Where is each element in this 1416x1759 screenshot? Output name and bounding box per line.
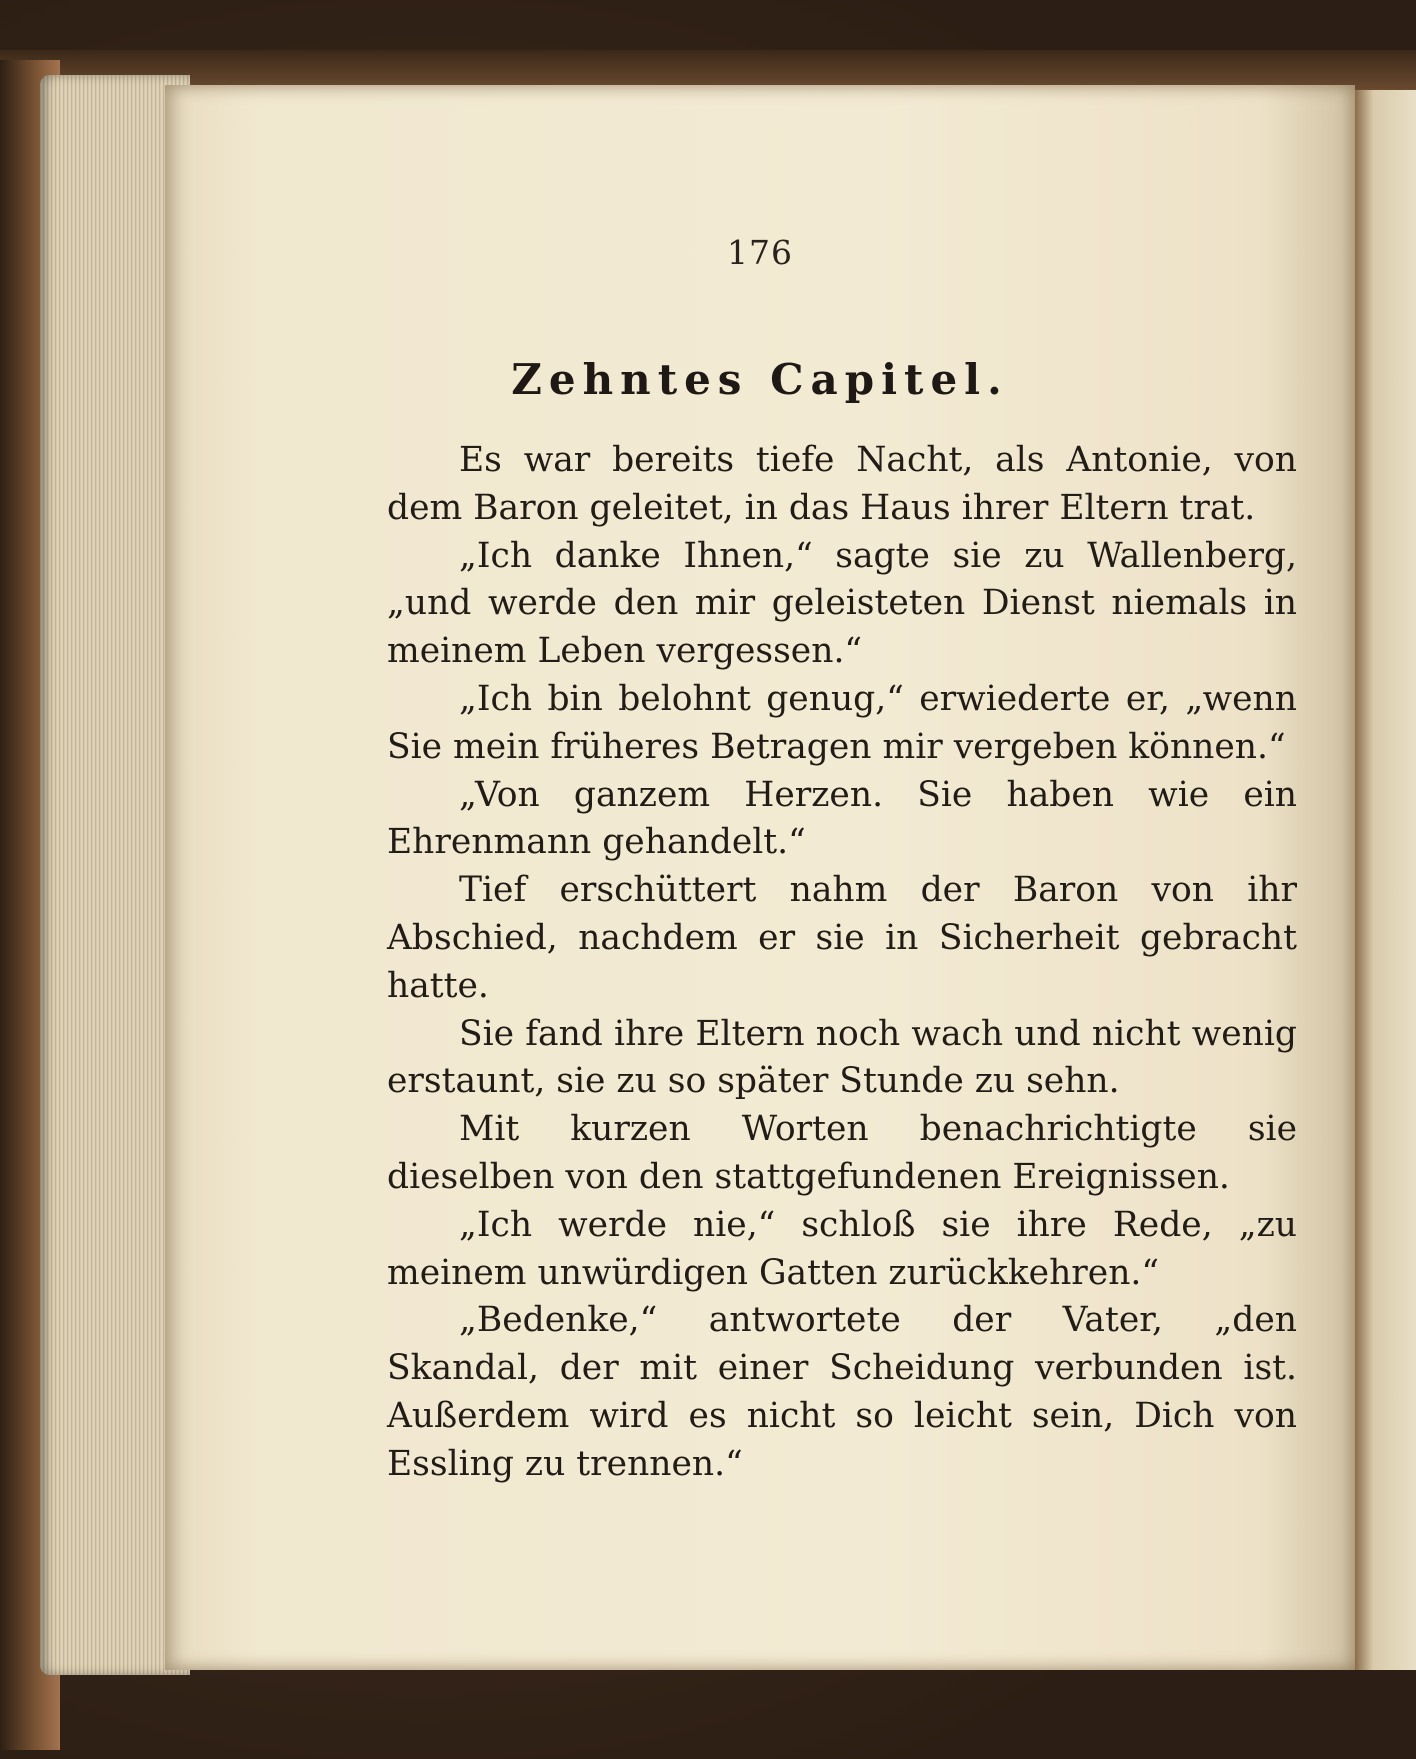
facing-page-edge	[1355, 90, 1416, 1670]
chapter-title: Zehntes Capitel.	[511, 355, 1009, 404]
paragraph: „Bedenke,“ antwortete der Vater, „den Skandal, der mit einer Scheidung verbunden ist. Außerdem wird es nicht so leicht sein, Dich von Essling zu trennen.“	[387, 1300, 1297, 1484]
paragraph: Es war bereits tiefe Nacht, als Antonie, von dem Baron geleitet, in das Haus ihrer Eltern trat.	[387, 440, 1297, 528]
paragraph: „Ich bin belohnt genug,“ erwiederte er, „wenn Sie mein früheres Betragen mir vergeben können.“	[387, 678, 1297, 767]
paragraph: „Ich werde nie,“ schloß sie ihre Rede, „zu meinem unwürdigen Gatten zurückkehren.“	[387, 1204, 1297, 1293]
page-number: 176	[727, 233, 793, 272]
paragraph: Sie fand ihre Eltern noch wach und nicht wenig erstaunt, sie zu so später Stunde zu sehn.	[387, 1013, 1297, 1102]
paragraph: „Von ganzem Herzen. Sie haben wie ein Ehrenmann gehandelt.“	[387, 774, 1297, 863]
paragraph: „Ich danke Ihnen,“ sagte sie zu Wallenberg, „und werde den mir geleisteten Dienst niemals in meinem Leben vergessen.“	[387, 535, 1297, 672]
paragraph: Mit kurzen Worten benachrichtigte sie dieselben von den stattgefundenen Ereignissen.	[387, 1109, 1297, 1197]
body-text	[387, 437, 1297, 1489]
paragraph: Tief erschüttert nahm der Baron von ihr Abschied, nachdem er sie in Sicherheit gebracht hatte.	[387, 870, 1297, 1006]
book-page	[165, 85, 1355, 1670]
book-cover-top	[0, 50, 1416, 90]
